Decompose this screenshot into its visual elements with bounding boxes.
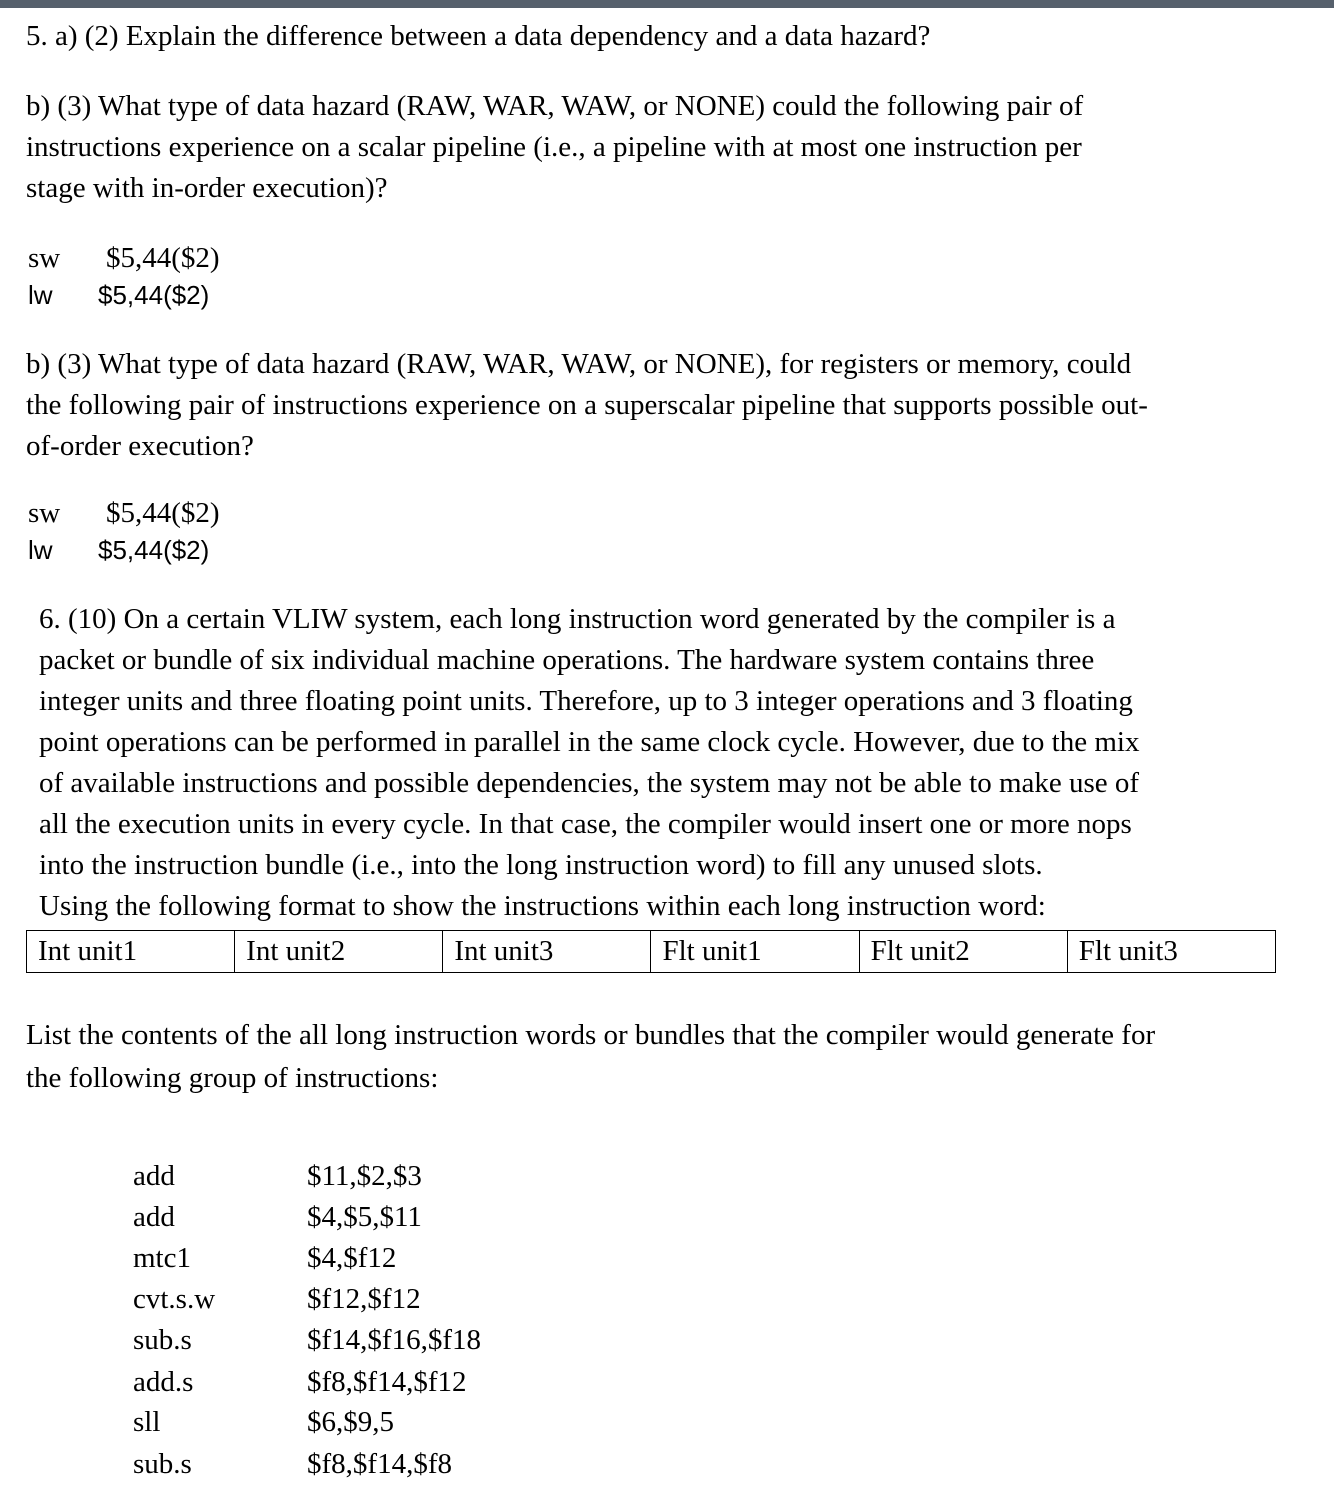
instruction-args: $4,$f12 xyxy=(307,1242,397,1274)
question-5b-scalar xyxy=(26,86,1083,209)
instruction-args: $4,$5,$11 xyxy=(307,1201,422,1233)
instruction-op: sub.s xyxy=(133,1324,192,1356)
instruction-args: $6,$9,5 xyxy=(307,1406,394,1438)
code-args: $5,44($2) xyxy=(106,242,220,274)
instruction-args: $f8,$f14,$f12 xyxy=(307,1366,467,1398)
question-line: point operations can be performed in parallel in the same clock cycle. However, due to the mix xyxy=(39,726,1140,758)
question-line: the following pair of instructions experience on a superscalar pipeline that supports possible out- xyxy=(26,389,1148,421)
instruction-op: sub.s xyxy=(133,1448,192,1480)
format-table-row xyxy=(27,931,1276,973)
code-op-lw: lw xyxy=(28,280,53,310)
instruction-op: cvt.s.w xyxy=(133,1283,216,1315)
instruction-op: mtc1 xyxy=(133,1242,191,1274)
question-line: packet or bundle of six individual machine operations. The hardware system contains three xyxy=(39,644,1095,676)
instruction-args: $11,$2,$3 xyxy=(307,1160,422,1192)
code-args: $5,44($2) xyxy=(106,497,220,529)
question-5b-superscalar xyxy=(26,344,1148,467)
instruction-op: add xyxy=(133,1201,175,1233)
format-cell-int-unit1: Int unit1 xyxy=(27,931,235,973)
instruction-args: $f12,$f12 xyxy=(307,1283,421,1315)
format-cell-int-unit2: Int unit2 xyxy=(235,931,443,973)
code-op-sw: sw xyxy=(28,497,61,529)
question-line: b) (3) What type of data hazard (RAW, WAR, WAW, or NONE), for registers or memory, could xyxy=(26,348,1132,380)
question-line: the following group of instructions: xyxy=(26,1062,439,1094)
format-cell-flt-unit3: Flt unit3 xyxy=(1067,931,1275,973)
question-line: instructions experience on a scalar pipeline (i.e., a pipeline with at most one instruction per xyxy=(26,131,1082,163)
code-op-lw: lw xyxy=(28,535,53,565)
format-cell-flt-unit2: Flt unit2 xyxy=(859,931,1067,973)
question-line: integer units and three floating point units. Therefore, up to 3 integer operations and 3 floating xyxy=(39,685,1133,717)
question-line: stage with in-order execution)? xyxy=(26,172,388,204)
question-line: b) (3) What type of data hazard (RAW, WAR, WAW, or NONE) could the following pair of xyxy=(26,90,1084,122)
question-line: all the execution units in every cycle. In that case, the compiler would insert one or more nops xyxy=(39,808,1132,840)
list-prompt xyxy=(26,1014,1155,1100)
question-line: List the contents of the all long instruction words or bundles that the compiler would generate for xyxy=(26,1019,1156,1051)
code-op-sw: sw xyxy=(28,242,61,274)
question-5a-text: 5. a) (2) Explain the difference between a data dependency and a data hazard? xyxy=(26,20,931,52)
question-line: of available instructions and possible dependencies, the system may not be able to make use of xyxy=(39,767,1140,799)
format-table xyxy=(26,930,1276,973)
instruction-args: $f14,$f16,$f18 xyxy=(307,1324,481,1356)
code-args: $5,44($2) xyxy=(98,535,210,565)
format-cell-flt-unit1: Flt unit1 xyxy=(651,931,859,973)
question-6 xyxy=(39,599,1139,927)
question-line: 6. (10) On a certain VLIW system, each long instruction word generated by the compiler is a xyxy=(39,603,1116,635)
instruction-op: add xyxy=(133,1160,175,1192)
format-cell-int-unit3: Int unit3 xyxy=(443,931,651,973)
question-line: of-order execution? xyxy=(26,430,254,462)
question-line: into the instruction bundle (i.e., into the long instruction word) to fill any unused slots. xyxy=(39,849,1043,881)
question-5a xyxy=(26,16,930,57)
instruction-op: add.s xyxy=(133,1366,194,1398)
question-line: Using the following format to show the instructions within each long instruction word: xyxy=(39,890,1046,922)
code-args: $5,44($2) xyxy=(98,280,210,310)
top-border-bar xyxy=(0,0,1334,8)
instruction-args: $f8,$f14,$f8 xyxy=(307,1448,452,1480)
instruction-op: sll xyxy=(133,1406,161,1438)
